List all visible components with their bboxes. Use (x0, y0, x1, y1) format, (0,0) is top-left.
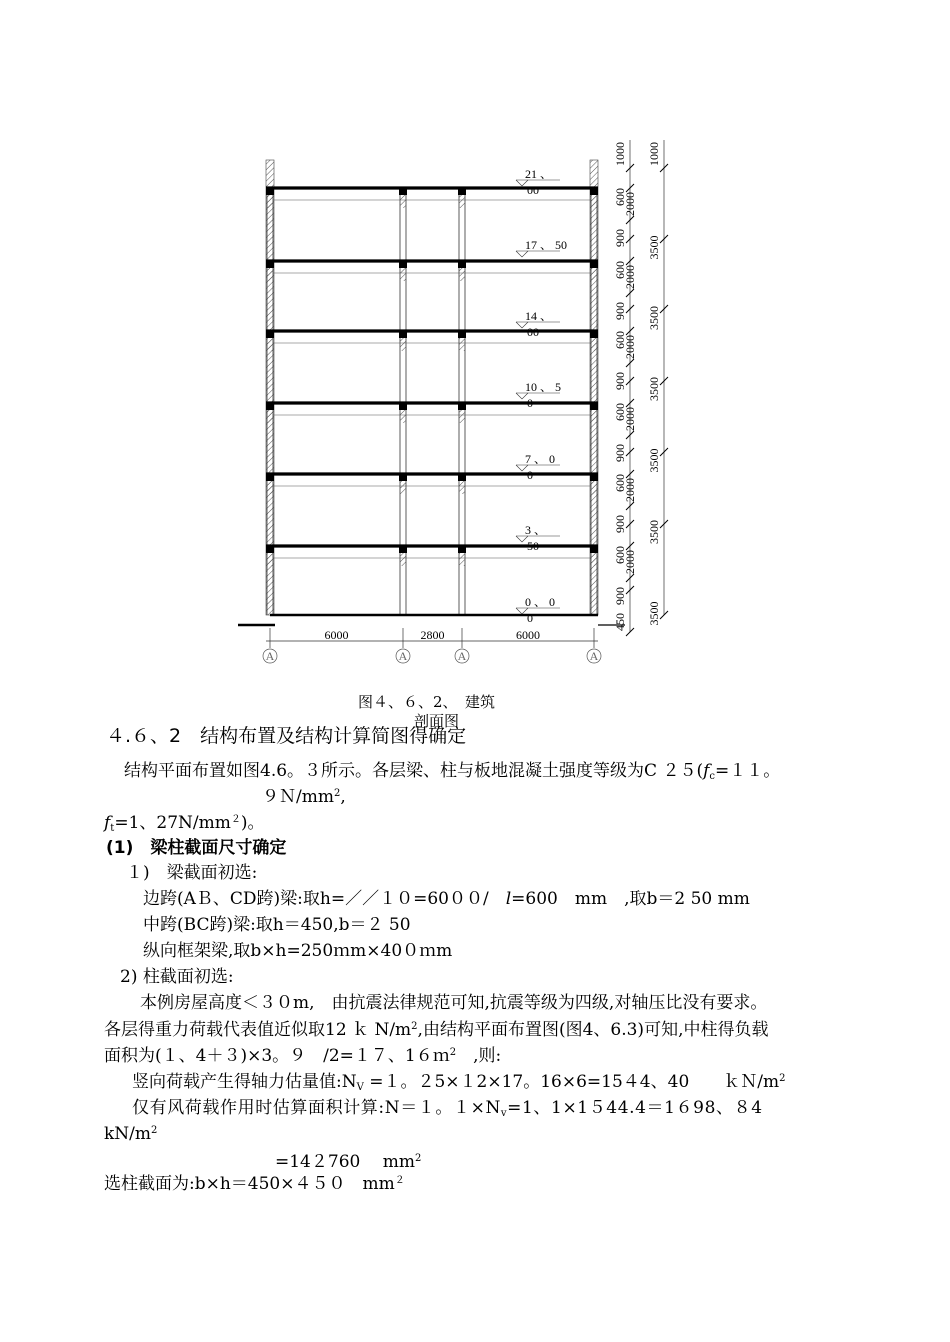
beam-joint-1-3 (458, 187, 466, 195)
level-marks (516, 167, 567, 625)
subsection-title: (1) 梁柱截面尺寸确定 (106, 838, 287, 858)
column-hatch-5-1 (400, 552, 406, 566)
frame-structure (238, 160, 625, 648)
p1-text-c-sup: 2 (333, 788, 341, 799)
dim1-label-900-5: 900 (613, 515, 627, 533)
figure-caption-line2: 剖面图 (414, 712, 460, 730)
level-value-cont-4: 0 (527, 396, 533, 410)
axis-label-3: A (457, 649, 467, 663)
p2-ft-subscript: t (110, 823, 115, 834)
col6-text: kN/m (104, 1124, 152, 1144)
col5-text-b: =1、1×1５44.4＝1６98、８4 (507, 1098, 763, 1118)
col4-sup: 2 (779, 1073, 786, 1084)
dim1-label-900-2: 900 (613, 302, 627, 320)
col2-text-b: ,由结构平面布置图(图4、6.3)可知,中柱得负载 (417, 1020, 769, 1040)
column-hatch-4-1 (400, 480, 406, 494)
beam-joint-6-3 (458, 545, 466, 553)
beam-joint-3-2 (399, 330, 407, 338)
p1-text-a: 结构平面布置如图4.6。３所示。各层梁、柱与板地混凝土强度等级为C ２５( (124, 761, 704, 781)
column-hatch-4-2 (459, 480, 465, 494)
section-heading: ４.６、2 结构布置及结构计算简图得确定 (106, 725, 467, 747)
span-dimension-label-3: 6000 (516, 628, 540, 642)
column-selected-section (104, 1173, 405, 1195)
col7-sup: 2 (414, 1153, 422, 1164)
column-hatch-4-0 (267, 480, 273, 494)
level-value-2: 17 、 50 (525, 238, 568, 252)
p2-text-a: =1、27N/mm (114, 813, 231, 833)
beam-joint-6-4 (590, 545, 598, 553)
level-value-cont-5: 0 (527, 468, 533, 482)
column-hatch-0-3 (591, 194, 597, 208)
beam-joint-1-4 (590, 187, 598, 195)
beam-joint-4-3 (458, 402, 466, 410)
beam-joint-4-1 (266, 402, 274, 410)
p2-text-end: )。 (240, 813, 265, 833)
level-value-cont-3: 00 (527, 325, 539, 339)
axis-label-2: A (398, 649, 408, 663)
column-hatch-0-2 (459, 194, 465, 208)
beam-joint-5-4 (590, 473, 598, 481)
p1-fc-symbol: f (703, 761, 710, 781)
p1-text-c: ９Ｎ/mm (262, 787, 334, 807)
col3-text-b: ,则: (456, 1046, 502, 1066)
beam1-text-a: 边跨(AＢ、CD跨)梁:取h=／／１０=60００/ (143, 889, 506, 909)
dim2-label-6: 3500 (647, 601, 661, 626)
level-value-4: 10 、 5 (525, 380, 562, 394)
beam-joint-2-3 (458, 260, 466, 268)
beam-joint-2-4 (590, 260, 598, 268)
beam-joint-2-1 (266, 260, 274, 268)
col3-sup: 2 (449, 1047, 457, 1058)
span-dimension-label-2: 2800 (420, 628, 445, 642)
dim2-label-3: 3500 (647, 377, 661, 401)
p2-sup: ２ (230, 814, 241, 825)
column-hatch-5-2 (459, 552, 465, 566)
p1-text-c-end: , (340, 787, 346, 807)
column-para-1: 本例房屋高度＜３０m, 由抗震法律规范可知,抗震等级为四级,对轴压比没有要求。 (140, 993, 768, 1013)
level-value-5: 7 、 0 (525, 452, 556, 466)
beam-edge-span (143, 888, 750, 910)
beam-joint-4-2 (399, 402, 407, 410)
dim1-label-900-4: 900 (613, 444, 627, 462)
dim1-label-top: 1000 (613, 142, 627, 166)
beam-joint-5-1 (266, 473, 274, 481)
col4-text-a: 竖向荷载产生得轴力估量值:N (132, 1072, 357, 1092)
column-para-2 (104, 1019, 768, 1041)
level-value-6: 3 、 (525, 523, 547, 537)
column-hatch-2-3 (591, 337, 597, 351)
column-hatch-3-3 (591, 409, 597, 423)
column-hatch-1-0 (267, 267, 273, 281)
level-value-3: 14 、 (525, 309, 553, 323)
column-unit (104, 1123, 157, 1145)
level-value-cont-1: 00 (527, 183, 539, 197)
col8-text: 选柱截面为:b×h＝450×４５０ mm (104, 1174, 395, 1194)
column-hatch-1-2 (459, 267, 465, 281)
column-hatch-2-2 (459, 337, 465, 351)
beam-joint-3-1 (266, 330, 274, 338)
dim1-label-600-4: 600 (613, 403, 627, 421)
column-hatch-1-1 (400, 267, 406, 281)
dim2-label-5: 3500 (647, 520, 661, 544)
column-hatch-3-1 (400, 409, 406, 423)
beam-joint-3-3 (458, 330, 466, 338)
column-wind-load (132, 1097, 763, 1119)
beam-joint-6-2 (399, 545, 407, 553)
col5-sub: v (500, 1108, 508, 1119)
dim1-label-600-3: 600 (613, 331, 627, 349)
p2-ft-symbol: f (104, 813, 111, 833)
beam-joint-1-1 (266, 187, 274, 195)
column-hatch-2-1 (400, 337, 406, 351)
col6-sup: 2 (151, 1125, 158, 1136)
dim1-label-2000-2: 2000 (623, 265, 637, 289)
beam-joint-6-1 (266, 545, 274, 553)
level-value-7: 0 、 0 (525, 595, 556, 609)
col8-sup: ２ (394, 1175, 405, 1186)
beam-joint-2-2 (399, 260, 407, 268)
level-value-cont-6: 50 (527, 539, 539, 553)
col5-text-a: 仅有风荷载作用时估算面积计算:N＝１。１×N (132, 1098, 501, 1118)
dim1-label-2000-1: 2000 (623, 192, 637, 216)
dim1-label-900-1: 900 (613, 229, 627, 247)
dim1-label-2000-3: 2000 (623, 335, 637, 359)
beam-mid-span: 中跨(BC跨)梁:取h＝450,b＝２ 50 (143, 915, 411, 935)
column-hatch-4-3 (591, 480, 597, 494)
beam1-l-symbol: l (505, 889, 512, 909)
dim1-label-600-5: 600 (613, 474, 627, 492)
col2-text-a: 各层得重力荷载代表值近似取12 ｋ N/m (104, 1020, 412, 1040)
dim1-label-2000-6: 2000 (623, 550, 637, 574)
dim2-label-top: 1000 (647, 142, 661, 166)
column-hatch-3-0 (267, 409, 273, 423)
column-axial-force (132, 1071, 785, 1093)
beam-joint-5-2 (399, 473, 407, 481)
axis-label-1: A (265, 649, 275, 663)
column-area (275, 1151, 421, 1173)
span-dimension-label-1: 6000 (324, 628, 349, 642)
column-para-3 (104, 1045, 501, 1067)
column-hatch-0-0 (267, 194, 273, 208)
dim2-label-4: 3500 (647, 448, 661, 473)
column-hatch-5-3 (591, 552, 597, 566)
paragraph-concrete-grade (124, 760, 780, 782)
col2-sup: 2 (411, 1021, 418, 1032)
beam-longitudinal: 纵向框架梁,取b×h=250ｍm×40０ｍm (143, 941, 453, 961)
col4-sub: V (356, 1082, 364, 1093)
dim1-label-600-1: 600 (613, 188, 627, 206)
column-hatch-1-3 (591, 267, 597, 281)
paragraph-concrete-grade-cont (262, 786, 346, 808)
beam-joint-5-3 (458, 473, 466, 481)
dim1-label-2000-4: 2000 (623, 407, 637, 431)
column-hatch-2-0 (267, 337, 273, 351)
axis-markers (263, 649, 601, 663)
item-beam-section: １) 梁截面初选: (126, 863, 258, 883)
dim1-label-2000-5: 2000 (623, 478, 637, 502)
beam1-text-b: =600 mm ,取b＝2 50 mm (511, 889, 750, 909)
col4-text-b: =１。２5×１2×17。16×6=15４4、40 ｋＮ/m (363, 1072, 780, 1092)
dim2-label-1: 3500 (647, 235, 661, 260)
level-value-1: 21 、 (525, 167, 553, 181)
p1-fc-subscript: c (709, 771, 715, 782)
col7-text: =14２760 mm (275, 1152, 415, 1172)
column-hatch-3-2 (459, 409, 465, 423)
column-hatch-0-1 (400, 194, 406, 208)
dim1-label-600-6: 600 (613, 546, 627, 564)
item-column-section: 2) 柱截面初选: (120, 967, 234, 987)
beam-joint-3-4 (590, 330, 598, 338)
beam-joint-4-4 (590, 402, 598, 410)
figure-caption-line1: 图４、６、2、 建筑 (358, 693, 496, 711)
axis-label-4: A (589, 649, 599, 663)
dim2-label-2: 3500 (647, 306, 661, 330)
dim1-label-900-3: 900 (613, 372, 627, 390)
dim1-label-600-2: 600 (613, 261, 627, 279)
dim1-label-900-6: 900 (613, 587, 627, 605)
dim1-label-bottom: 450 (613, 613, 627, 631)
p1-text-b: =１１。 (714, 761, 781, 781)
beam-joint-1-2 (399, 187, 407, 195)
col3-text-a: 面积为(１、4＋３)×3。９ /2=１７、1６ｍ (104, 1046, 450, 1066)
paragraph-ft-value (104, 812, 265, 834)
column-hatch-5-0 (267, 552, 273, 566)
level-value-cont-7: 0 (527, 611, 533, 625)
vertical-dimensions (613, 140, 668, 636)
